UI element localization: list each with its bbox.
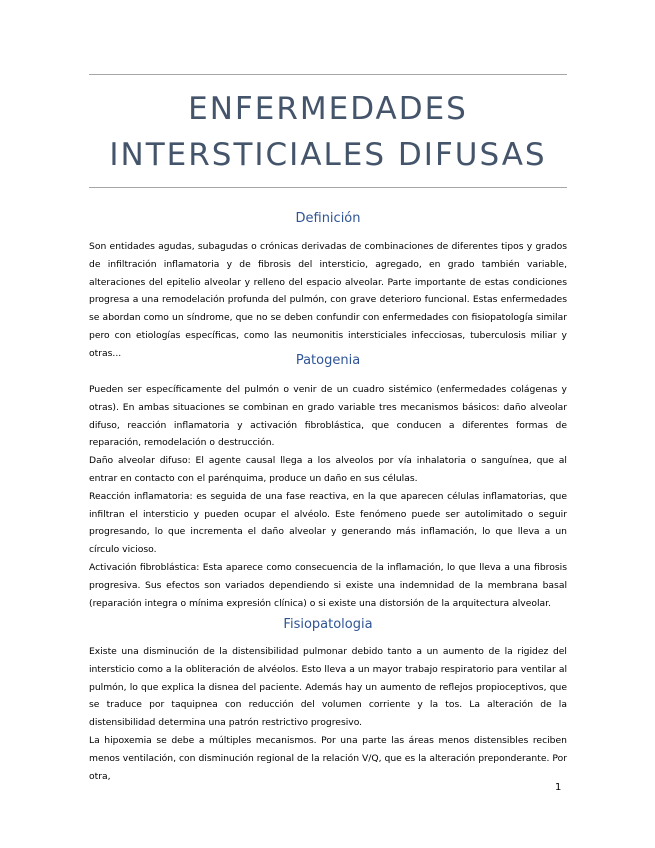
paragraph: Pueden ser específicamente del pulmón o venir de un cuadro sistémico (enfermedades colágenas y otras). En ambas situaciones se combinan en grado variable tres mecanismos básicos: daño alveolar difuso, reacción inflamatoria y activación fibroblástica, que conducen a diferentes formas de reparación, remodelación o destrucción. <box>89 384 567 449</box>
section-definicion-body <box>89 238 567 363</box>
paragraph: Son entidades agudas, subagudas o crónicas derivadas de combinaciones de diferentes tipos y grados de infiltración inflamatoria y de fibrosis del intersticio, agregado, en grado también variable, alteraciones del epitelio alveolar y relleno del espacio alveolar. Parte importante de estas condiciones progresa a una remodelación profunda del pulmón, con grave deterioro funcional. Estas enfermedades se abordan como un síndrome, que no se deben confundir con enfermedades con fisiopatología similar pero con etiologías específicas, como las neumonitis intersticiales infecciosas, tuberculosis miliar y otras... <box>89 241 567 359</box>
page-number: 1 <box>555 782 562 793</box>
title-rule-bottom <box>89 187 567 188</box>
section-fisiopatologia-body <box>89 643 567 785</box>
heading-fisiopatologia: Fisiopatologia <box>283 617 373 632</box>
paragraph: Existe una disminución de la distensibilidad pulmonar debido tanto a un aumento de la rigidez del intersticio como a la obliteración de alvéolos. Esto lleva a un mayor trabajo respiratorio para ventilar al pulmón, lo que explica la disnea del paciente. Además hay un aumento de reflejos propioceptivos, que se traduce por taquipnea con reducción del volumen corriente y la tos. La alteración de la distensibilidad determina una patrón restrictivo progresivo. <box>89 646 567 729</box>
paragraph: Daño alveolar difuso: El agente causal llega a los alveolos por vía inhalatoria o sanguínea, que al entrar en contacto con el parénquima, produce un daño en sus células. <box>89 455 567 484</box>
section-patogenia-body <box>89 381 567 612</box>
document-title <box>89 86 567 178</box>
title-rule-top <box>89 74 567 75</box>
heading-definicion: Definición <box>295 211 361 226</box>
paragraph: La hipoxemia se debe a múltiples mecanismos. Por una parte las áreas menos distensibles reciben menos ventilación, con disminución regional de la relación V/Q, que es la alteración preponderante. Por otra, <box>89 734 567 782</box>
heading-patogenia: Patogenia <box>295 353 361 368</box>
paragraph: Activación fibroblástica: Esta aparece como consecuencia de la inflamación, lo que lleva a una fibrosis progresiva. Sus efectos son variados dependiendo si existe una indemnidad de la membrana basal (reparación integra o mínima expresión clínica) o si existe una distorsión de la arquitectura alveolar. <box>89 561 567 609</box>
document-title-line-1: ENFERMEDADES <box>188 91 468 127</box>
paragraph: Reacción inflamatoria: es seguida de una fase reactiva, en la que aparecen células inflamatorias, que infiltran el intersticio y pueden ocupar el alvéolo. Este fenómeno puede ser autolimitado o seguir progresando, lo que incrementa el daño alveolar y generando más inflamación, lo que lleva a un círculo vicioso. <box>89 490 567 556</box>
document-title-line-2: INTERSTICIALES DIFUSAS <box>109 137 547 173</box>
